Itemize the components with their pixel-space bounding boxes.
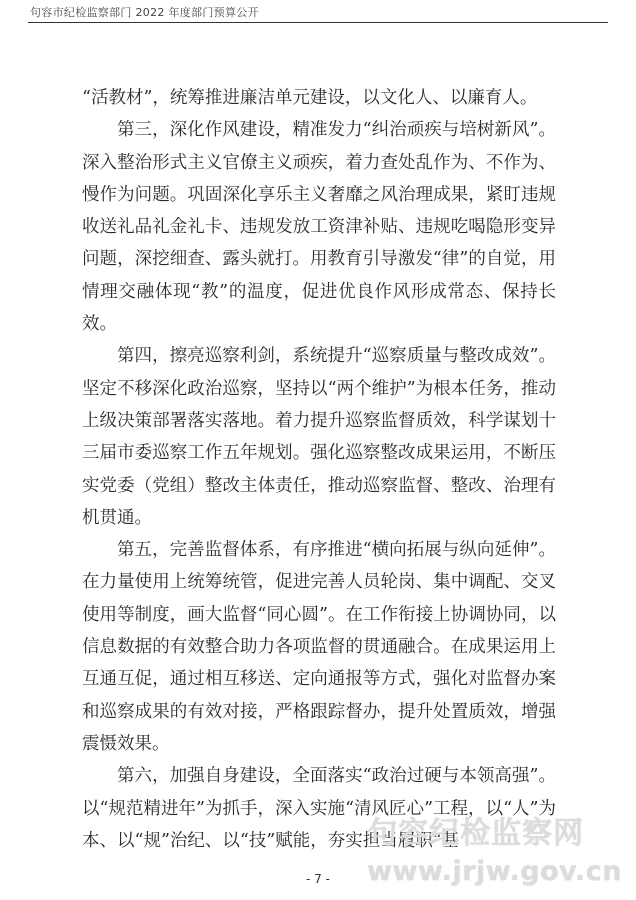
paragraph-3: 第四，擦亮巡察利剑，系统提升“巡察质量与整改成效”。坚定不移深化政治巡察，坚持以“两个维护”为根本任务，推动上级决策部署落实落地。着力提升巡察监督质效，科学谋划十三届市委巡察工作五年规划。强化巡察整改成果运用，不断压实党委（党组）整改主体责任，推动巡察监督、整改、治理有机贯通。 xyxy=(82,346,556,528)
paragraph-2: 第三，深化作风建设，精准发力“纠治顽疾与培树新风”。深入整治形式主义官僚主义顽疾，着力查处乱作为、不作为、慢作为问题。巩固深化享乐主义奢靡之风治理成果，紧盯违规收送礼品礼金礼卡、违规发放工资津补贴、违规吃喝隐形变异问题，深挖细查、露头就打。用教育引导激发“律”的自觉，用情理交融体现“教”的温度，促进优良作风形成常态、保持长效。 xyxy=(82,120,556,335)
header-rule xyxy=(28,22,608,23)
paragraph-4: 第五，完善监督体系，有序推进“横向拓展与纵向延伸”。在力量使用上统筹统管，促进完善人员轮岗、集中调配、交叉使用等制度，画大监督“同心圆”。在工作衔接上协调协同，以信息数据的有效整合助力各项监督的贯通融合。在成果运用上互通互促，通过相互移送、定向通报等方式，强化对监督办案和巡察成果的有效对接，严格跟踪督办，提升处置质效，增强震慑效果。 xyxy=(82,540,556,754)
paragraph-1: “活教材”，统筹推进廉洁单元建设，以文化人、以廉育人。 xyxy=(82,88,538,108)
paragraph-5: 第六，加强自身建设，全面落实“政治过硬与本领高强”。以“规范精进年”为抓手，深入实施“清风匠心”工程，以“人”为本、以“规”治纪、以“技”赋能，夯实担当履职“基 xyxy=(82,766,556,851)
document-body xyxy=(82,82,556,857)
document-header: 句容市纪检监察部门 2022 年度部门预算公开 xyxy=(30,6,259,19)
watermark-url: www.jrjw.gov.cn xyxy=(367,856,622,887)
watermark-name: 句容纪检监察网 xyxy=(367,816,585,851)
page-number: - 7 - xyxy=(306,872,330,886)
